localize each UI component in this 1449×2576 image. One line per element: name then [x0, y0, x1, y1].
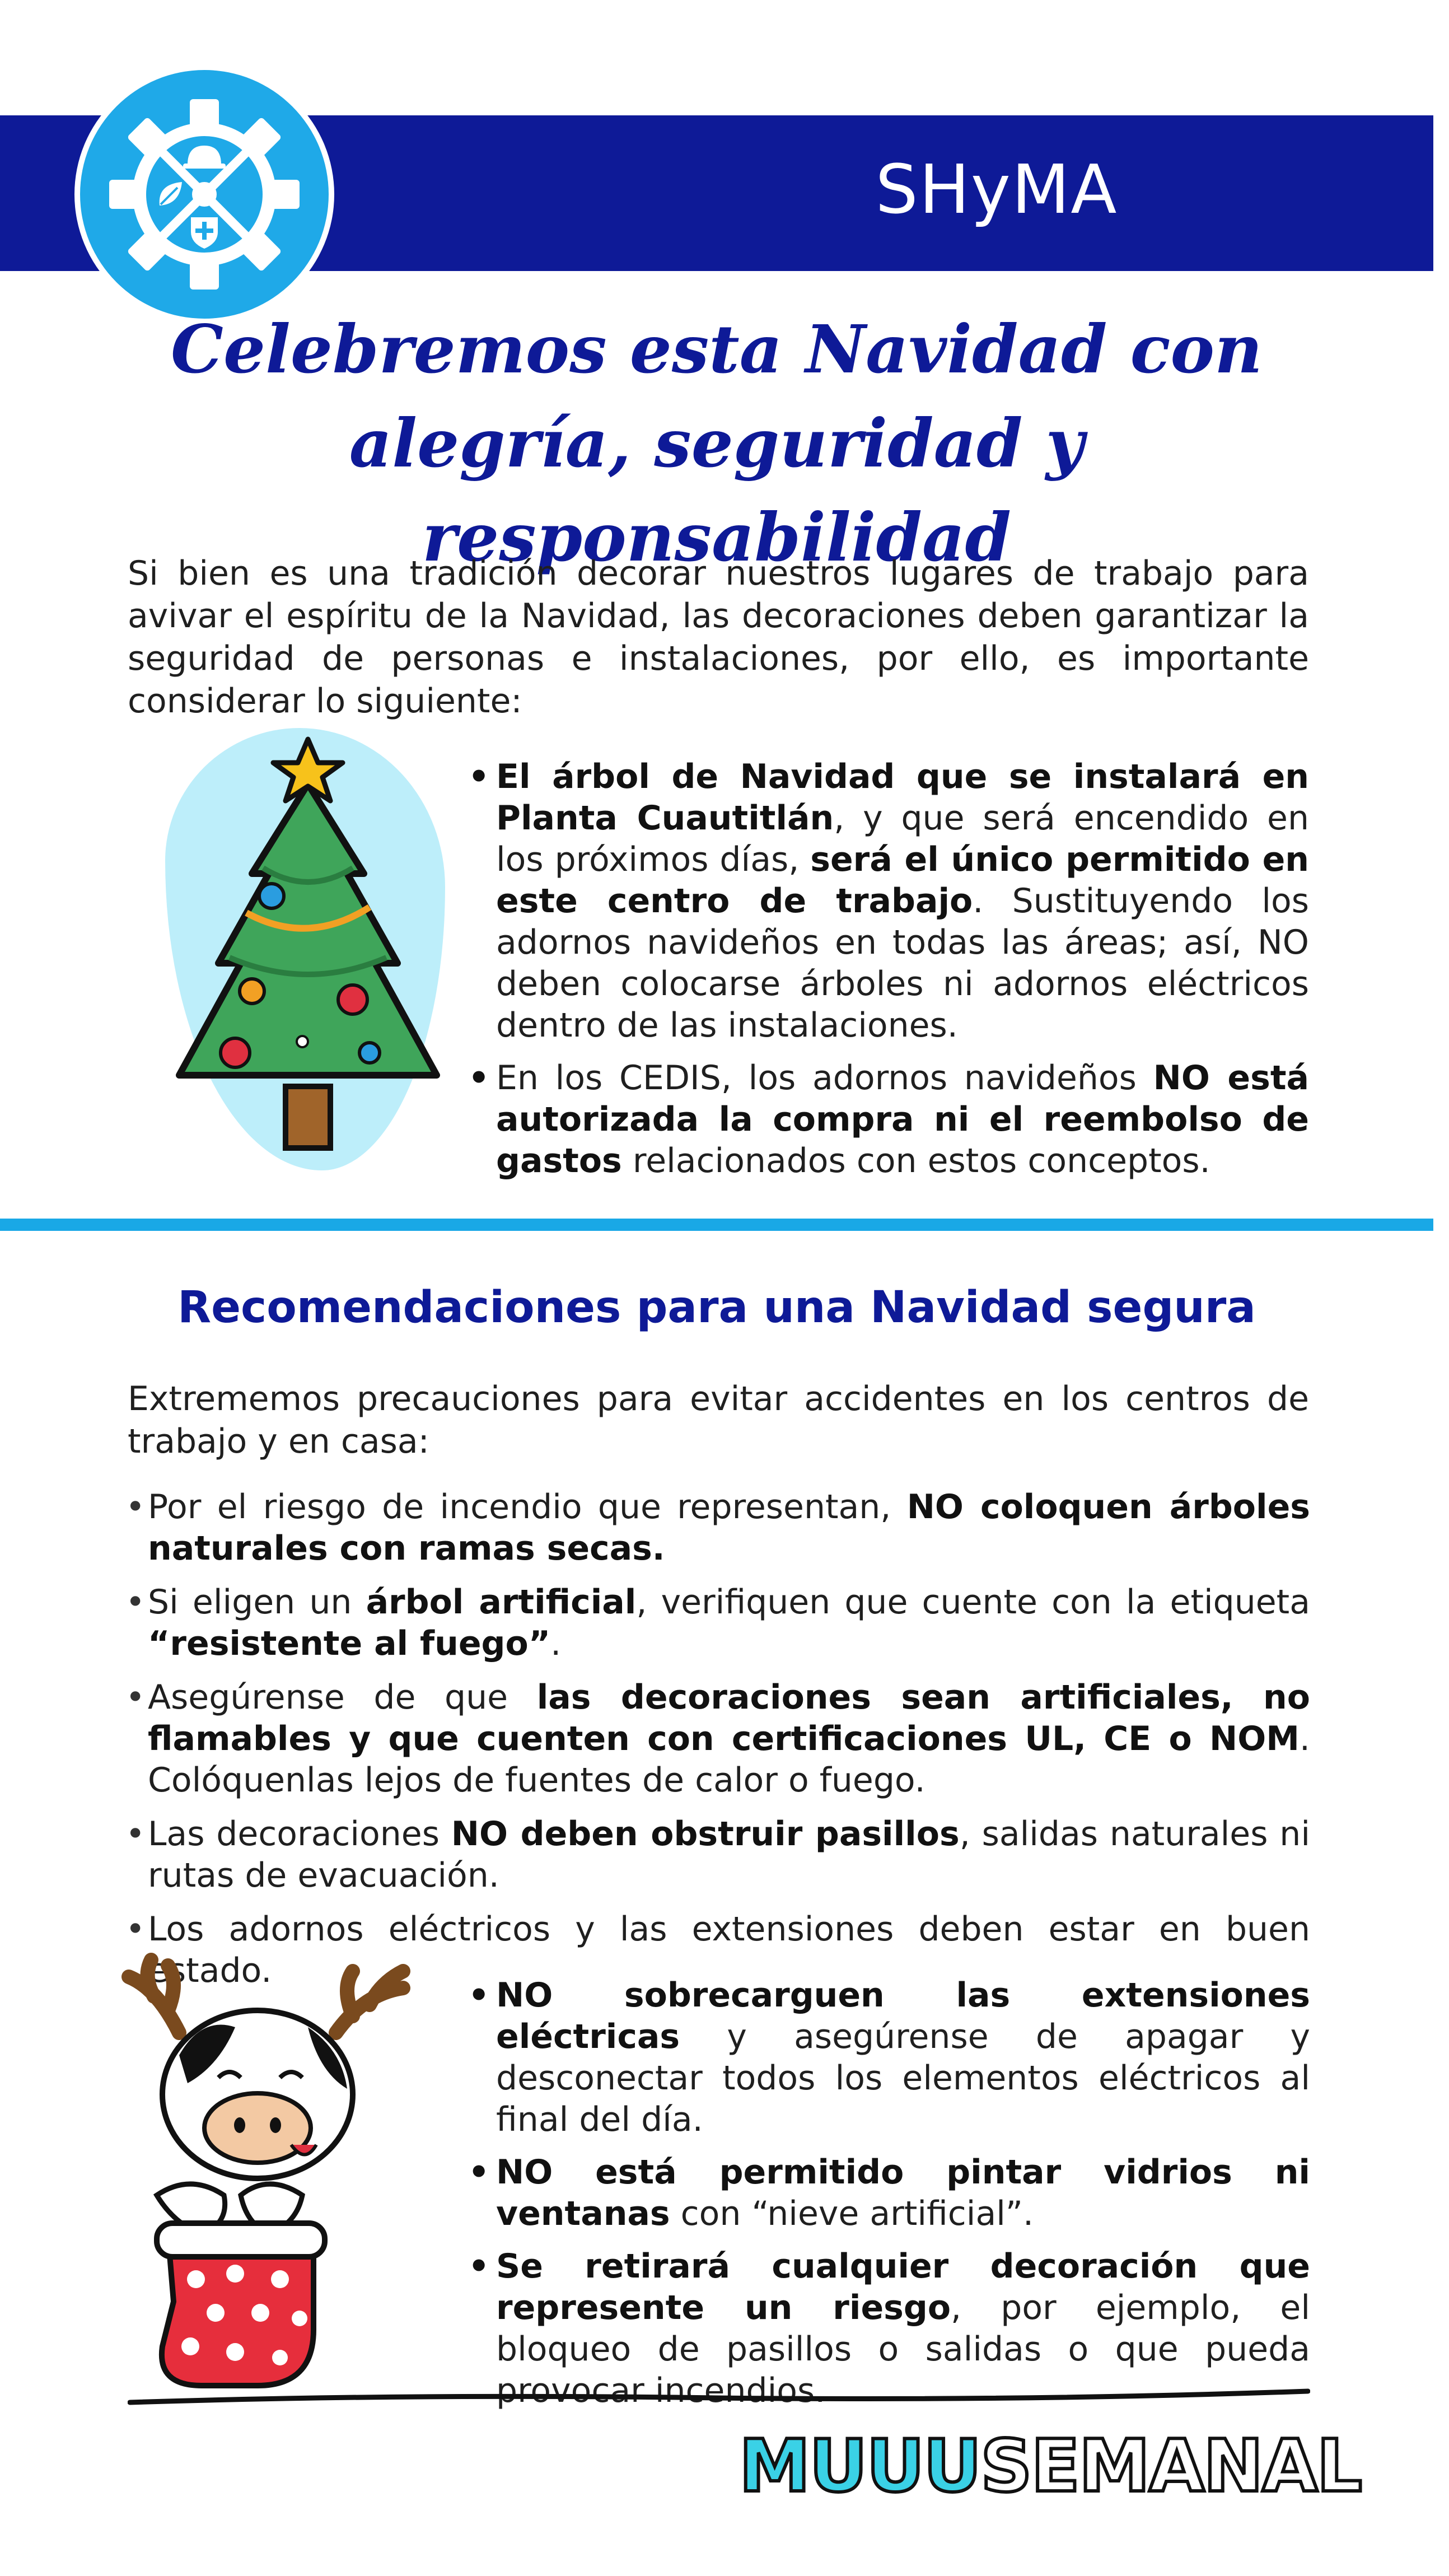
rules-list [464, 756, 1309, 1193]
recommendation-item: • NO está permitido pintar vidrios ni ventanas con “nieve artificial”. [464, 2152, 1310, 2234]
recommendations-list-2 [464, 1975, 1310, 2423]
footer-logo-part-1: MUUU [739, 2425, 981, 2508]
section-intro: Extrememos precauciones para evitar accidentes en los centros de trabajo y en casa: [128, 1379, 1309, 1461]
page-title [101, 302, 1333, 585]
title-line-2: alegría, seguridad y responsabilidad [349, 404, 1085, 576]
recommendations-list [122, 1486, 1310, 2004]
footer-rule [128, 2387, 1310, 2409]
rule-item-cedis: • En los CEDIS, los adornos navideños NO está autorizada la compra ni el reembolso de gastos relacionados con estos conceptos. [464, 1057, 1309, 1182]
title-line-1: Celebremos esta Navidad con [171, 310, 1263, 388]
recommendation-item: • Por el riesgo de incendio que representan, NO coloquen árboles naturales con ramas secas. [122, 1486, 1310, 1569]
section-title: Recomendaciones para una Navidad segura [177, 1282, 1256, 1333]
recommendation-item: • Si eligen un árbol artificial, verifiquen que cuente con la etiqueta “resistente al fuego”. [122, 1581, 1310, 1664]
section-divider [0, 1219, 1433, 1231]
christmas-tree-illustration [162, 728, 454, 1170]
brand-title: SHyMA [875, 151, 1118, 229]
gear-logo-icon [73, 63, 336, 326]
recommendation-item: • Los adornos eléctricos y las extensiones deben estar en buen estado. [122, 1908, 1310, 1991]
recommendation-item: • Asegúrense de que las decoraciones sean artificiales, no flamables y que cuenten con certificaciones UL, CE o NOM. Colóquenlas lejos de fuentes de calor o fuego. [122, 1677, 1310, 1801]
footer-logo [739, 2425, 1361, 2509]
recommendation-item: • Se retirará cualquier decoración que represente un riesgo, por ejemplo, el bloqueo de pasillos o salidas o que pueda provocar incendios. [464, 2246, 1310, 2411]
rule-item-tree: • El árbol de Navidad que se instalará en Planta Cuautitlán, y que será encendido en los próximos días, será el único permitido en este centro de trabajo. Sustituyendo los adornos navideños en todas las áreas; así, NO deben colocarse árboles ni adornos eléctricos dentro de las instalaciones. [464, 756, 1309, 1046]
recommendation-item: • Las decoraciones NO deben obstruir pasillos, salidas naturales ni rutas de evacuación. [122, 1813, 1310, 1896]
intro-paragraph: Si bien es una tradición decorar nuestros lugares de trabajo para avivar el espíritu de la Navidad, las decoraciones deben garantizar la seguridad de personas e instalaciones, por ello, es importante considerar lo siguiente: [128, 554, 1309, 721]
reindeer-cow-illustration [90, 1943, 448, 2397]
footer-logo-part-2: SEMANAL [980, 2425, 1361, 2508]
recommendation-item: • NO sobrecarguen las extensiones eléctricas y asegúrense de apagar y desconectar todos los elementos eléctricos al final del día. [464, 1975, 1310, 2140]
